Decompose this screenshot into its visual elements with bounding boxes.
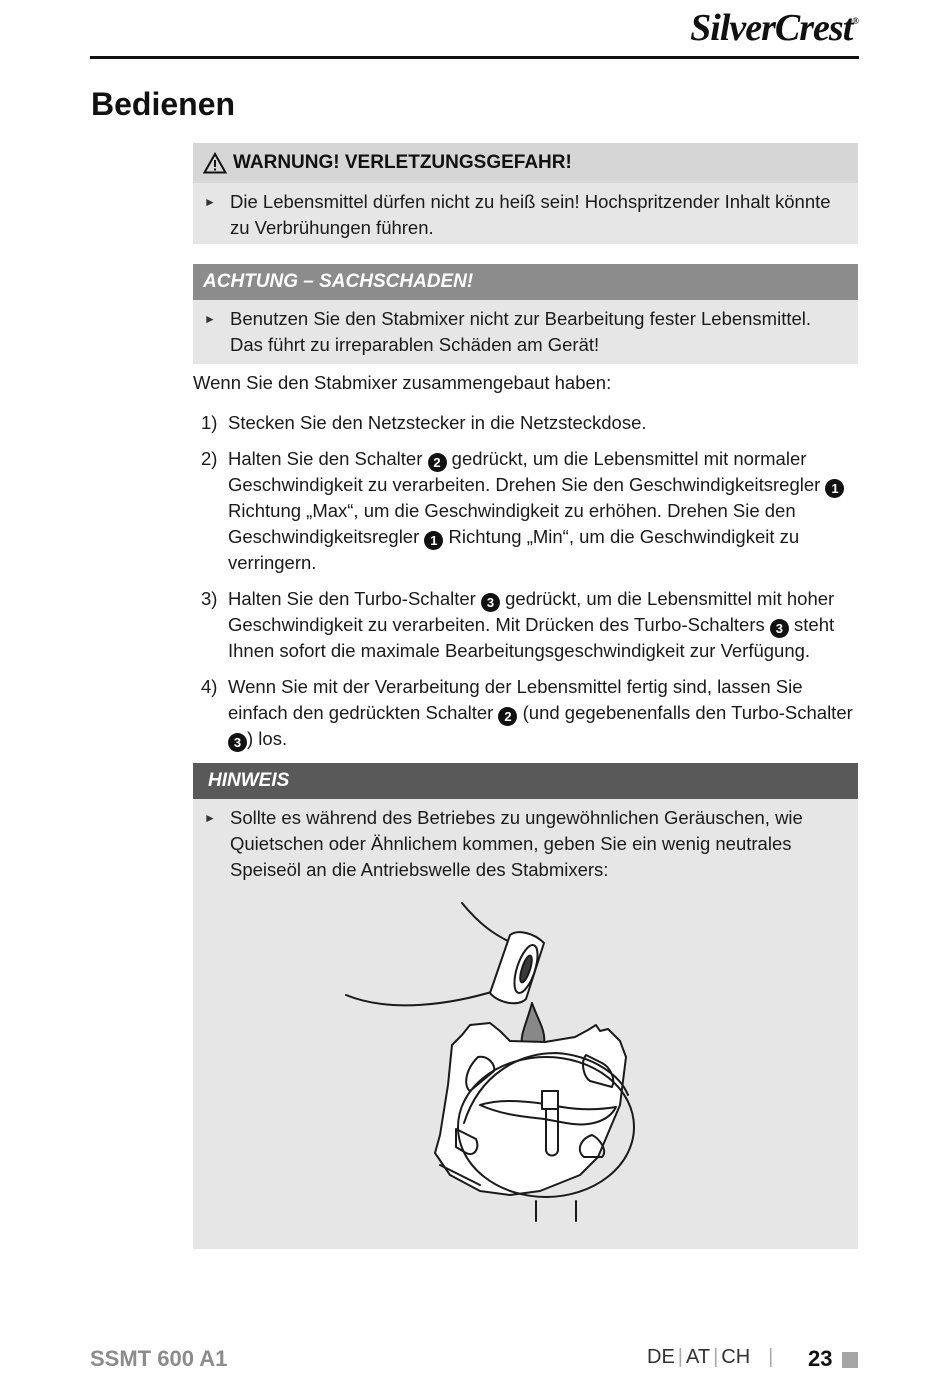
step-3 [193,586,853,664]
step-text: Stecken Sie den Netzstecker in die Netzsteckdose. [228,412,647,433]
bullet-arrow-icon: ► [204,312,216,326]
warning-triangle-icon [203,152,227,174]
note-text: Sollte es während des Betriebes zu ungewöhnlichen Geräuschen, wie Quietschen oder Ähnlichem kommen, geben Sie ein wenig neutrales Speiseöl an die Antriebswelle des Stabmixers: [230,807,803,880]
part-ref-2: 2 [498,707,517,726]
step-text: gedrückt, um die Lebensmittel mit normaler Geschwindigkeit zu verarbeiten. Drehen Sie den Geschwindigkeitsregler [228,448,826,495]
warning-item [193,189,858,241]
step-number: 3) [201,588,218,609]
step-text: (und gegebenenfalls den Turbo-Schalter [517,702,853,723]
page-marker-square [842,1352,858,1368]
lang-at: AT [686,1346,711,1368]
bullet-arrow-icon: ► [204,811,216,825]
step-text: Wenn Sie mit der Verarbeitung der Lebensmittel fertig sind, lassen Sie einfach den gedrückten Schalter [228,676,803,723]
step-number: 1) [201,412,218,433]
lang-ch: CH [721,1346,751,1368]
part-ref-3: 3 [228,733,247,752]
damage-header: ACHTUNG – SACHSCHADEN! [193,264,858,300]
step-number: 2) [201,448,218,469]
step-number: 4) [201,676,218,697]
bullet-arrow-icon: ► [204,195,216,209]
step-1 [193,410,853,436]
note-item [193,805,858,883]
warning-title: WARNUNG! VERLETZUNGSGEFAHR! [233,152,572,173]
footer-languages: DE | AT | CH | [647,1346,774,1368]
warning-box [193,143,858,244]
part-ref-2: 2 [428,453,447,472]
damage-item [193,306,858,358]
warning-header [193,143,858,183]
page-title: Bedienen [91,86,236,122]
footer-model: SSMT 600 A1 [90,1346,228,1371]
step-text: Halten Sie den Schalter [228,448,428,469]
note-header: HINWEIS [193,763,858,799]
page-number: 23 [808,1346,833,1371]
part-ref-1: 1 [825,479,844,498]
part-ref-3: 3 [481,593,500,612]
oil-drip-illustration [330,895,650,1225]
step-text: Halten Sie den Turbo-Schalter [228,588,481,609]
header-rule [90,56,859,59]
step-2 [193,446,853,576]
intro-text: Wenn Sie den Stabmixer zusammengebaut haben: [193,372,612,393]
damage-text: Benutzen Sie den Stabmixer nicht zur Bearbeitung fester Lebensmittel. Das führt zu irreparablen Schäden am Gerät! [230,308,812,355]
part-ref-1: 1 [424,531,443,550]
warning-text: Die Lebensmittel dürfen nicht zu heiß sein! Hochspritzender Inhalt könnte zu Verbrühungen führen. [230,191,831,238]
lang-de: DE [647,1346,675,1368]
step-text: gedrückt, um die Lebensmittel mit hoher Geschwindigkeit zu verarbeiten. Mit Drücken des Turbo-Schalters [228,588,835,635]
part-ref-3: 3 [770,619,789,638]
damage-box [193,264,858,364]
step-text: Richtung „Min“, um die Geschwindigkeit zu verringern. [228,526,800,573]
brand-logo: SilverCrest® [690,7,858,49]
step-text: ) los. [247,728,288,749]
step-4 [193,674,853,752]
step-text: Richtung „Max“, um die Geschwindigkeit zu erhöhen. Drehen Sie den Geschwindigkeitsregler [228,500,796,547]
step-list [193,410,853,762]
step-text: steht Ihnen sofort die maximale Bearbeitungsgeschwindigkeit zur Verfügung. [228,614,835,661]
